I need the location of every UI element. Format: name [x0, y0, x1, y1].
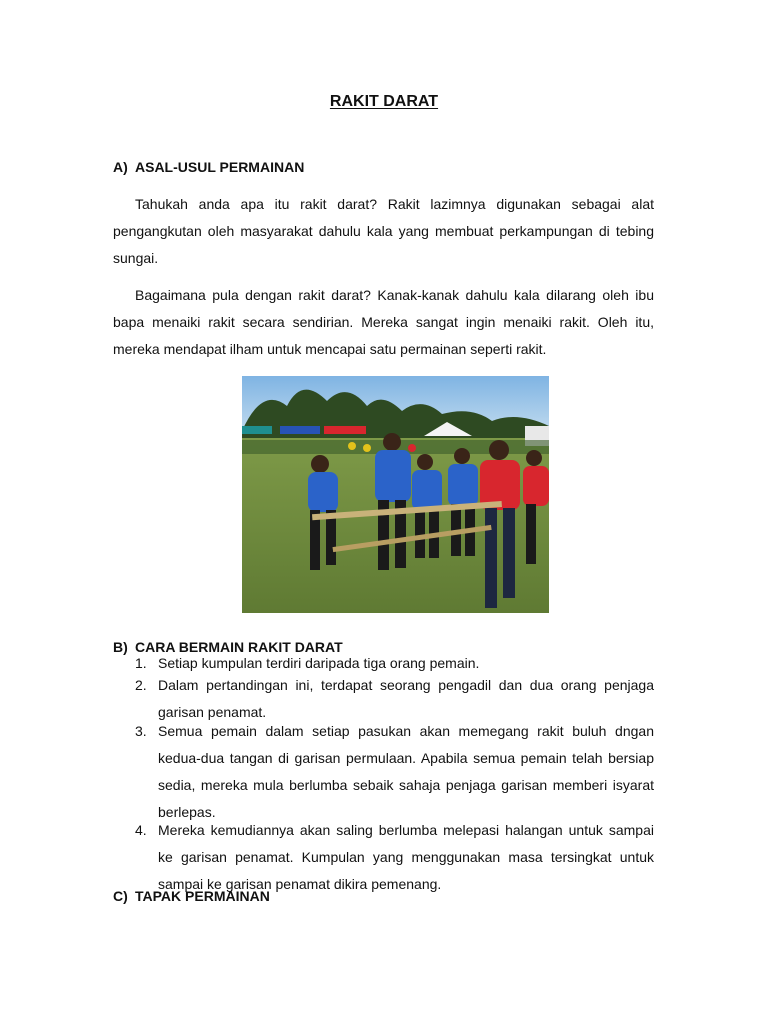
document-title: RAKIT DARAT — [329, 93, 439, 110]
section-c-marker: C) — [113, 888, 128, 904]
section-a-heading — [113, 159, 304, 175]
list-item — [113, 817, 654, 898]
list-item — [113, 718, 654, 826]
list-item — [113, 654, 654, 673]
step-number: 1. — [135, 655, 147, 671]
section-c-title: TAPAK PERMAINAN — [135, 888, 270, 904]
step-number: 4. — [135, 822, 147, 838]
step-text: Semua pemain dalam setiap pasukan akan memegang rakit buluh dngan kedua-dua tangan di garisan permulaan. Apabila semua pemain telah bersiap sedia, mereka mula berlumba sebaik sahaja penjaga garisan memberi isyarat berlepas. — [158, 723, 654, 820]
steps-list — [113, 654, 654, 898]
step-text: Dalam pertandingan ini, terdapat seorang pengadil dan dua orang penjaga garisan penamat. — [158, 677, 654, 720]
section-b-marker: B) — [113, 639, 128, 655]
section-b-title: CARA BERMAIN RAKIT DARAT — [135, 639, 343, 655]
photo-children-playing-icon — [242, 376, 549, 613]
section-b-heading — [113, 639, 343, 655]
section-a-marker: A) — [113, 159, 128, 175]
step-number: 3. — [135, 723, 147, 739]
step-text: Setiap kumpulan terdiri daripada tiga orang pemain. — [158, 655, 480, 671]
section-a-paragraph-1: Tahukah anda apa itu rakit darat? Rakit lazimnya digunakan sebagai alat pengangkutan oleh masyarakat dahulu kala yang membuat perkampungan di tebing sungai. — [113, 196, 654, 266]
step-number: 2. — [135, 677, 147, 693]
section-a-paragraph-2: Bagaimana pula dengan rakit darat? Kanak-kanak dahulu kala dilarang oleh ibu bapa menaiki rakit secara sendirian. Mereka sangat ingin menaiki rakit. Oleh itu, mereka mendapat ilham untuk mencapai satu permainan seperti rakit. — [113, 287, 654, 357]
section-a-title: ASAL-USUL PERMAINAN — [135, 159, 305, 175]
step-text: Mereka kemudiannya akan saling berlumba melepasi halangan untuk sampai ke garisan penamat. Kumpulan yang menggunakan masa tersingkat untuk sampai ke garisan penamat dikira pemenang. — [158, 822, 654, 892]
game-photo — [242, 376, 549, 613]
section-c-heading — [113, 888, 270, 904]
